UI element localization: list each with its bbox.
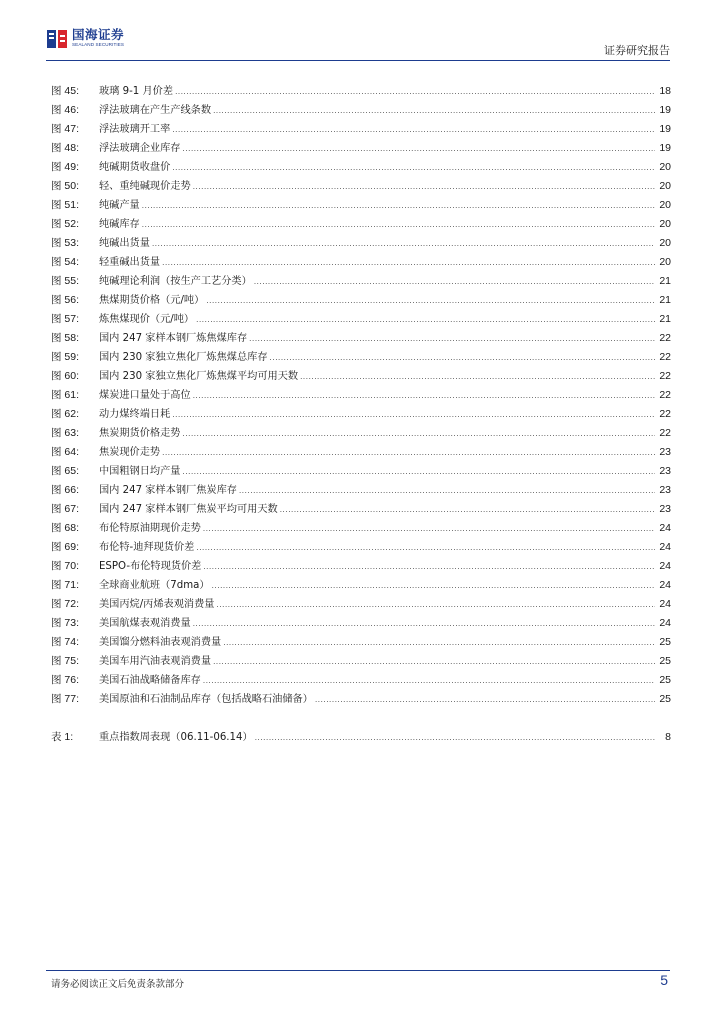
dot-leader	[183, 424, 656, 443]
entry-page-number: 25	[659, 674, 671, 686]
disclaimer-note: 请务必阅读正文后免责条款部分	[51, 979, 185, 990]
entry-page-number: 19	[659, 104, 671, 116]
entry-label: 图 56:	[51, 294, 80, 306]
entry-title: 纯碱产量	[99, 200, 140, 211]
dot-leader	[203, 557, 655, 576]
toc-entry[interactable]	[51, 614, 671, 633]
toc-entry[interactable]	[51, 272, 671, 291]
toc-entry[interactable]	[51, 139, 671, 158]
entry-page-number: 21	[659, 275, 671, 287]
entry-label: 图 72:	[51, 598, 80, 610]
entry-page-number: 22	[659, 370, 671, 382]
entry-title: 动力煤终端日耗	[99, 409, 171, 420]
entry-title: 焦煤期货价格（元/吨）	[99, 295, 205, 306]
entry-title: 国内 230 家独立焦化厂炼焦煤总库存	[99, 352, 268, 363]
toc-entry[interactable]	[51, 671, 671, 690]
entry-page-number: 23	[659, 446, 671, 458]
entry-page-number: 20	[659, 180, 671, 192]
entry-page-number: 23	[659, 465, 671, 477]
entry-label: 图 45:	[51, 85, 80, 97]
dot-leader	[213, 652, 655, 671]
entry-page-number: 25	[659, 693, 671, 705]
entry-label: 图 67:	[51, 503, 80, 515]
document-type: 证券研究报告	[604, 44, 670, 57]
toc-entry[interactable]	[51, 728, 671, 747]
entry-title: 焦炭期货价格走势	[99, 428, 181, 439]
toc-entry[interactable]	[51, 234, 671, 253]
dot-leader	[142, 215, 655, 234]
entry-label: 图 60:	[51, 370, 80, 382]
entry-title: 纯碱期货收盘价	[99, 162, 171, 173]
logo-english-name: SEALAND SECURITIES	[72, 42, 125, 47]
entry-page-number: 8	[665, 731, 671, 743]
entry-title: 轻、重纯碱现价走势	[99, 181, 191, 192]
toc-entry[interactable]	[51, 158, 671, 177]
toc-entry[interactable]	[51, 538, 671, 557]
toc-entry[interactable]	[51, 329, 671, 348]
entry-page-number: 19	[659, 142, 671, 154]
entry-label: 图 75:	[51, 655, 80, 667]
dot-leader	[223, 633, 655, 652]
entry-label: 图 46:	[51, 104, 80, 116]
entry-label: 图 65:	[51, 465, 80, 477]
entry-label: 图 47:	[51, 123, 80, 135]
dot-leader	[203, 519, 655, 538]
toc-entry[interactable]	[51, 595, 671, 614]
dot-leader	[217, 595, 656, 614]
entry-page-number: 23	[659, 484, 671, 496]
dot-leader	[193, 386, 655, 405]
entry-page-number: 25	[659, 655, 671, 667]
dot-leader	[142, 196, 655, 215]
entry-title: 布伦特-迪拜现货价差	[99, 542, 195, 553]
dot-leader	[152, 234, 655, 253]
toc-entry[interactable]	[51, 196, 671, 215]
toc-entry[interactable]	[51, 367, 671, 386]
entry-label: 图 74:	[51, 636, 80, 648]
entry-page-number: 24	[659, 579, 671, 591]
entry-label: 图 51:	[51, 199, 80, 211]
entry-title: 美国原油和石油制品库存（包括战略石油储备）	[99, 694, 313, 705]
entry-label: 图 48:	[51, 142, 80, 154]
figure-table-index	[51, 82, 671, 747]
entry-title: 玻璃 9-1 月价差	[99, 86, 174, 97]
header-divider	[46, 60, 670, 61]
toc-entry[interactable]	[51, 82, 671, 101]
toc-entry[interactable]	[51, 177, 671, 196]
page-header	[46, 28, 670, 58]
entry-label: 图 77:	[51, 693, 80, 705]
entry-title: 浮法玻璃企业库存	[99, 143, 181, 154]
toc-entry[interactable]	[51, 386, 671, 405]
toc-entry[interactable]	[51, 215, 671, 234]
entry-label: 图 62:	[51, 408, 80, 420]
toc-entry[interactable]	[51, 633, 671, 652]
dot-leader	[315, 690, 655, 709]
entry-label: 图 61:	[51, 389, 80, 401]
entry-title: 布伦特原油期现价走势	[99, 523, 201, 534]
dot-leader	[183, 462, 656, 481]
figure-list	[51, 82, 671, 709]
company-logo	[46, 28, 124, 54]
entry-page-number: 20	[659, 199, 671, 211]
page-number: 5	[660, 972, 668, 988]
entry-page-number: 20	[659, 161, 671, 173]
toc-entry[interactable]	[51, 253, 671, 272]
entry-page-number: 22	[659, 332, 671, 344]
dot-leader	[300, 367, 655, 386]
dot-leader	[172, 120, 655, 139]
entry-title: 国内 230 家独立焦化厂炼焦煤平均可用天数	[99, 371, 299, 382]
entry-title: 国内 247 家样本钢厂焦炭库存	[99, 485, 237, 496]
entry-label: 图 66:	[51, 484, 80, 496]
entry-title: 浮法玻璃开工率	[99, 124, 171, 135]
toc-entry[interactable]	[51, 120, 671, 139]
entry-label: 图 63:	[51, 427, 80, 439]
logo-mark-icon	[46, 28, 68, 50]
entry-page-number: 22	[659, 351, 671, 363]
dot-leader	[280, 500, 655, 519]
entry-title: 浮法玻璃在产生产线条数	[99, 105, 212, 116]
entry-page-number: 22	[659, 427, 671, 439]
entry-title: 美国馏分燃料油表观消费量	[99, 637, 222, 648]
toc-entry[interactable]	[51, 462, 671, 481]
entry-label: 图 69:	[51, 541, 80, 553]
entry-label: 图 55:	[51, 275, 80, 287]
entry-page-number: 21	[659, 313, 671, 325]
entry-title: 轻重碱出货量	[99, 257, 161, 268]
entry-title: 纯碱出货量	[99, 238, 150, 249]
entry-label: 图 59:	[51, 351, 80, 363]
toc-entry[interactable]	[51, 652, 671, 671]
entry-title: 中国粗钢日均产量	[99, 466, 181, 477]
entry-title: 美国航煤表观消费量	[99, 618, 191, 629]
toc-entry[interactable]	[51, 481, 671, 500]
entry-label: 图 53:	[51, 237, 80, 249]
dot-leader	[255, 728, 655, 747]
dot-leader	[193, 614, 655, 633]
entry-page-number: 22	[659, 389, 671, 401]
toc-entry[interactable]	[51, 443, 671, 462]
dot-leader	[196, 538, 655, 557]
dot-leader	[212, 576, 655, 595]
entry-label: 图 57:	[51, 313, 80, 325]
entry-label: 图 54:	[51, 256, 80, 268]
entry-label: 图 52:	[51, 218, 80, 230]
entry-page-number: 20	[659, 237, 671, 249]
entry-title: 纯碱库存	[99, 219, 140, 230]
dot-leader	[270, 348, 655, 367]
entry-page-number: 24	[659, 560, 671, 572]
toc-entry[interactable]	[51, 291, 671, 310]
entry-label: 图 76:	[51, 674, 80, 686]
toc-entry[interactable]	[51, 690, 671, 709]
toc-entry[interactable]	[51, 348, 671, 367]
entry-title: 美国丙烷/丙烯表观消费量	[99, 599, 215, 610]
entry-label: 图 49:	[51, 161, 80, 173]
entry-page-number: 20	[659, 218, 671, 230]
entry-page-number: 25	[659, 636, 671, 648]
toc-entry[interactable]	[51, 557, 671, 576]
entry-page-number: 24	[659, 522, 671, 534]
dot-leader	[203, 671, 655, 690]
dot-leader	[206, 291, 655, 310]
entry-title: 焦炭现价走势	[99, 447, 161, 458]
dot-leader	[213, 101, 655, 120]
toc-entry[interactable]	[51, 576, 671, 595]
entry-page-number: 23	[659, 503, 671, 515]
dot-leader	[172, 405, 655, 424]
entry-title: ESPO-布伦特现货价差	[99, 561, 202, 572]
toc-entry[interactable]	[51, 500, 671, 519]
footer-divider	[46, 970, 670, 971]
entry-title: 国内 247 家样本钢厂炼焦煤库存	[99, 333, 248, 344]
section-gap	[51, 709, 671, 728]
toc-entry[interactable]	[51, 101, 671, 120]
entry-title: 纯碱理论利润（按生产工艺分类）	[99, 276, 252, 287]
entry-page-number: 24	[659, 598, 671, 610]
dot-leader	[172, 158, 655, 177]
entry-page-number: 21	[659, 294, 671, 306]
entry-label: 图 64:	[51, 446, 80, 458]
entry-label: 图 73:	[51, 617, 80, 629]
entry-page-number: 20	[659, 256, 671, 268]
entry-label: 图 70:	[51, 560, 80, 572]
dot-leader	[239, 481, 655, 500]
entry-label: 表 1:	[51, 731, 74, 743]
toc-entry[interactable]	[51, 405, 671, 424]
logo-chinese-name: 国海证券	[72, 27, 125, 42]
dot-leader	[196, 310, 655, 329]
dot-leader	[193, 177, 655, 196]
entry-title: 国内 247 家样本钢厂焦炭平均可用天数	[99, 504, 278, 515]
entry-title: 全球商业航班（7dma）	[99, 580, 210, 591]
entry-label: 图 58:	[51, 332, 80, 344]
entry-title: 美国石油战略储备库存	[99, 675, 201, 686]
entry-page-number: 24	[659, 617, 671, 629]
toc-entry[interactable]	[51, 310, 671, 329]
dot-leader	[175, 82, 655, 101]
entry-label: 图 68:	[51, 522, 80, 534]
dot-leader	[162, 443, 655, 462]
dot-leader	[162, 253, 655, 272]
entry-title: 煤炭进口量处于高位	[99, 390, 191, 401]
entry-label: 图 50:	[51, 180, 80, 192]
toc-entry[interactable]	[51, 519, 671, 538]
table-list	[51, 728, 671, 747]
dot-leader	[254, 272, 655, 291]
entry-label: 图 71:	[51, 579, 80, 591]
entry-page-number: 18	[659, 85, 671, 97]
entry-title: 重点指数周表现（06.11-06.14）	[99, 732, 253, 743]
entry-title: 美国车用汽油表观消费量	[99, 656, 212, 667]
entry-page-number: 19	[659, 123, 671, 135]
toc-entry[interactable]	[51, 424, 671, 443]
entry-page-number: 24	[659, 541, 671, 553]
entry-title: 炼焦煤现价（元/吨）	[99, 314, 195, 325]
dot-leader	[183, 139, 656, 158]
dot-leader	[249, 329, 655, 348]
entry-page-number: 22	[659, 408, 671, 420]
